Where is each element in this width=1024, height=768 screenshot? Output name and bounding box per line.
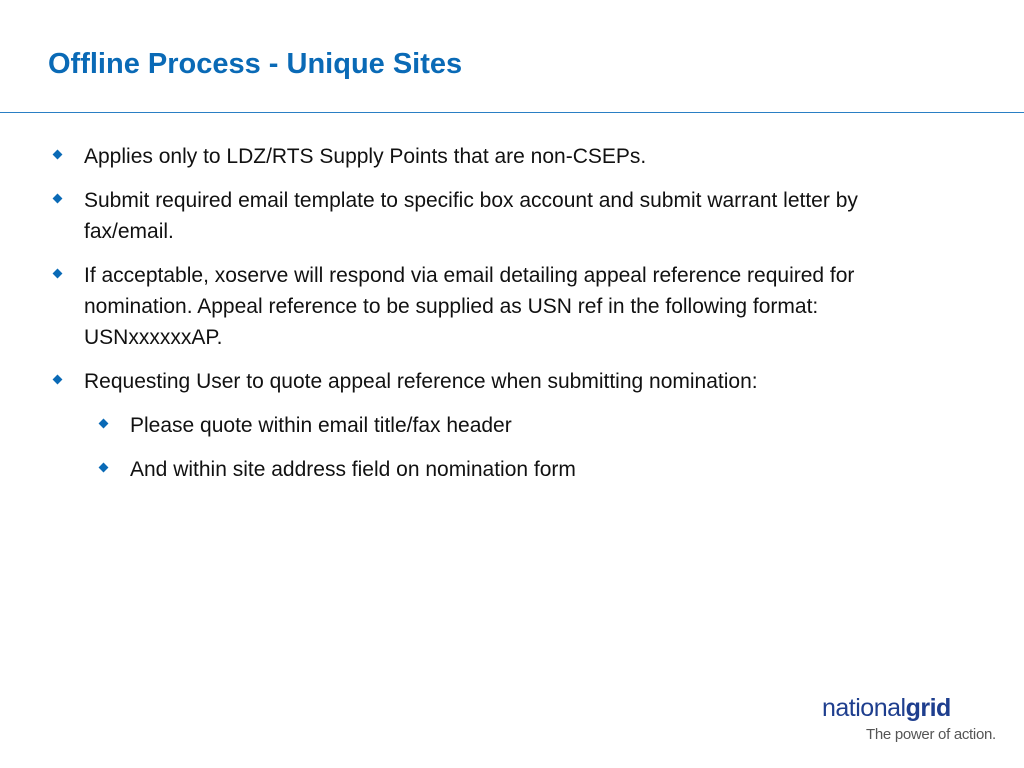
slide-title: Offline Process - Unique Sites [48,48,463,80]
diamond-bullet-icon [99,419,109,429]
bullet-item [48,141,948,172]
diamond-bullet-icon [53,269,63,279]
diamond-bullet-icon [99,463,109,473]
sub-bullet-item [48,454,948,485]
bullet-text: Submit required email template to specific box account and submit warrant letter by fax/email. [84,189,858,243]
national-grid-logo [822,694,1002,746]
sub-bullet-item [48,410,948,441]
bullet-text: If acceptable, xoserve will respond via email detailing appeal reference required for nomination. Appeal reference to be supplied as USN ref in the following format: USNxxxxxxAP. [84,264,855,349]
sub-bullet-text: And within site address field on nomination form [130,458,576,481]
sub-bullet-text: Please quote within email title/fax header [130,414,512,437]
logo-tagline: The power of action. [866,726,996,743]
bullet-list [48,141,948,498]
bullet-text: Requesting User to quote appeal reference when submitting nomination: [84,370,758,393]
diamond-bullet-icon [53,375,63,385]
logo-word-light: national [822,694,906,722]
diamond-bullet-icon [53,194,63,204]
bullet-text: Applies only to LDZ/RTS Supply Points that are non-CSEPs. [84,145,647,168]
bullet-item [48,260,948,353]
title-divider [0,112,1024,113]
bullet-item [48,366,948,397]
logo-word-bold: grid [905,694,951,722]
diamond-bullet-icon [53,150,63,160]
bullet-item [48,185,948,247]
logo-wordmark [822,694,1002,722]
